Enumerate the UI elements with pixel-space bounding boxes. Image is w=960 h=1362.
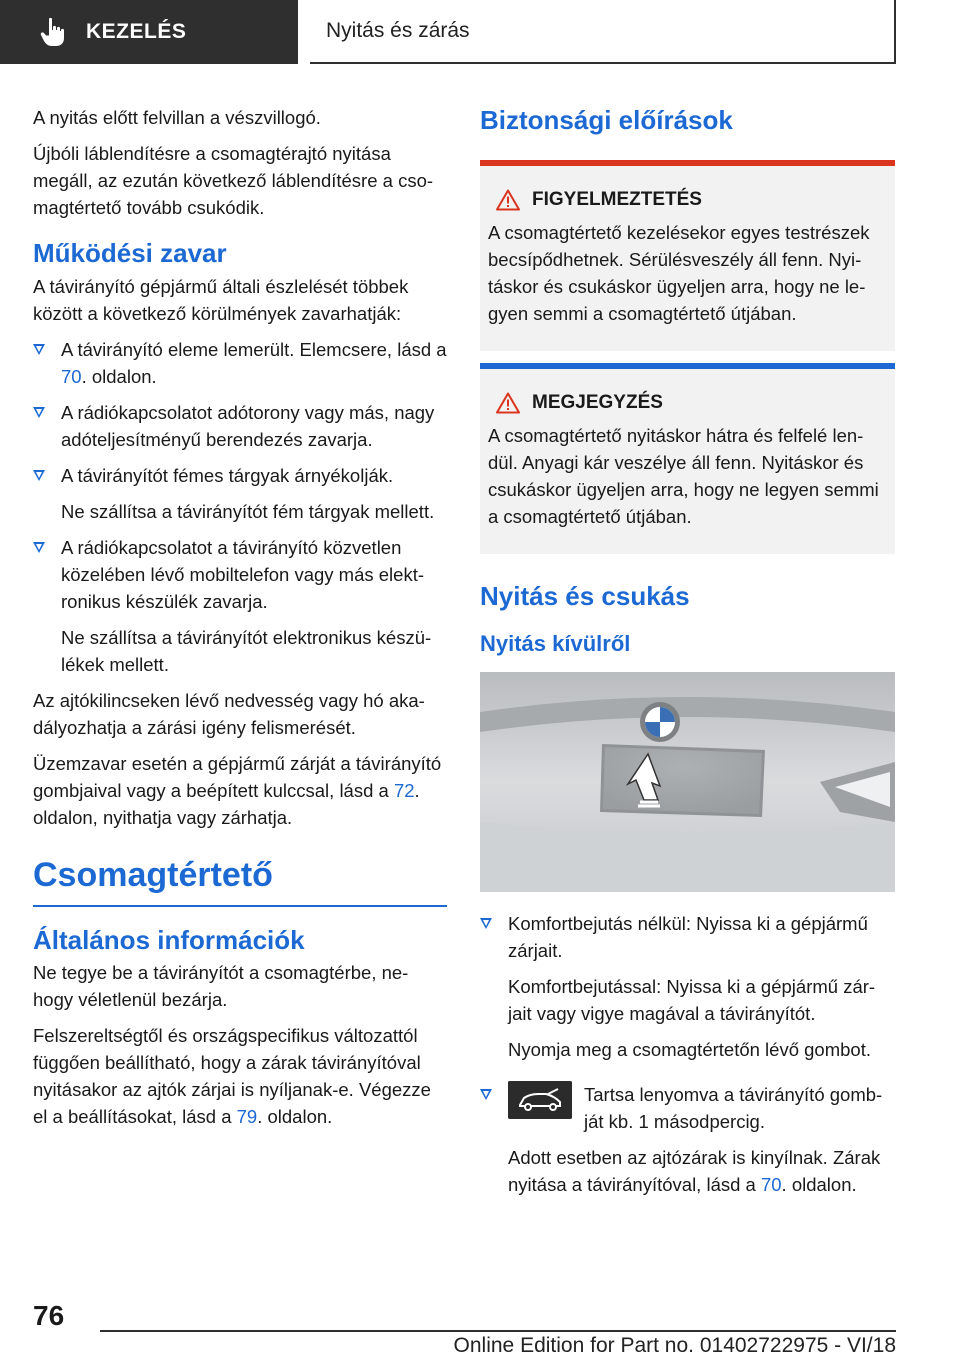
section-title: Nyitás és zárás <box>310 0 896 64</box>
notice-body: A csomagtértető nyitáskor hátra és felfelé len-dül. Anyagi kár veszélye áll fenn. Nyitáskor és csukáskor ügyeljen arra, hogy ne legyen semmi a csomagtértető útjában. <box>488 425 879 527</box>
warning-title: FIGYELMEZTETÉS <box>488 186 887 213</box>
list-item-text: . oldalon. <box>81 366 157 387</box>
page-number: 76 <box>33 1300 65 1331</box>
list-item-text: Tartsa lenyomva a távirányító gomb-ját kb. 1 másodpercig. <box>584 1084 883 1132</box>
left-column <box>33 104 447 1139</box>
footer-rule <box>100 1330 896 1332</box>
list-item <box>33 462 447 525</box>
page-link[interactable]: 72 <box>393 780 415 801</box>
chapter-tab <box>0 0 298 64</box>
trunk-button-icon <box>508 1081 572 1119</box>
key-instruction <box>508 1081 895 1135</box>
right-column <box>480 104 895 1207</box>
malfunction-list <box>33 336 447 678</box>
triangle-bullet-icon <box>33 542 45 553</box>
heading-malfunction: Működési zavar <box>33 238 227 268</box>
heading-trunk: Csomagtértető <box>33 856 273 894</box>
list-item <box>33 534 447 678</box>
heading-safety: Biztonsági előírások <box>480 105 733 135</box>
list-item-subtext: Nyomja meg a csomagtértetőn lévő gombot. <box>508 1039 871 1060</box>
edition-footer: Online Edition for Part no. 01402722975 - VI/18 <box>453 1334 896 1357</box>
list-item-text: A távirányító eleme lemerült. Elemcsere, lásd a <box>61 339 447 360</box>
list-item-text: A rádiókapcsolatot a távirányító közvetlen közelében lévő mobiltelefon vagy más elekt-ronikus készülék zavarja. <box>61 537 424 612</box>
hand-pointer-icon <box>40 17 66 47</box>
list-item-subtext: Ne szállítsa a távirányítót fém tárgyak mellett. <box>61 501 435 522</box>
warning-box <box>480 160 895 351</box>
list-item <box>33 399 447 453</box>
list-item <box>480 1081 895 1198</box>
list-item-text: A távirányítót fémes tárgyak árnyékolják. <box>61 465 394 486</box>
notice-box <box>480 363 895 554</box>
heading-general: Általános információk <box>33 925 305 955</box>
chapter-label: KEZELÉS <box>86 20 187 43</box>
list-item-text: A rádiókapcsolatot adótorony vagy más, nagy adóteljesítményű berendezés zavarja. <box>61 402 435 450</box>
paragraph: A nyitás előtt felvillan a vészvillogó. <box>33 107 321 128</box>
list-item <box>480 910 895 1063</box>
warning-triangle-icon <box>496 392 520 414</box>
heading-rule <box>33 905 447 907</box>
list-item-subtext: Komfortbejutással: Nyissa ki a gépjármű zár-jait vagy vigye magával a távirányítót. <box>508 976 876 1024</box>
list-item <box>33 336 447 390</box>
warning-triangle-icon <box>496 189 520 211</box>
triangle-bullet-icon <box>33 344 45 355</box>
paragraph: Felszereltségtől és országspecifikus változattól függően beállítható, hogy a zárak távirányítóval nyitásakor az ajtók zárjai is nyíljanak-e. Végezze el a beállításokat, lásd a 79. oldalon. <box>33 1025 431 1127</box>
paragraph: Ne tegye be a távirányítót a csomagtérbe, ne-hogy véletlenül bezárja. <box>33 962 409 1010</box>
opening-steps-list <box>480 910 895 1198</box>
paragraph: A távirányító gépjármű általi észlelését többek között a következő körülmények zavarhatják: <box>33 276 409 324</box>
triangle-bullet-icon <box>33 470 45 481</box>
list-item-subtext: Ne szállítsa a távirányítót elektronikus készü-lékek mellett. <box>61 627 432 675</box>
paragraph: Üzemzavar esetén a gépjármű zárját a távirányító gombjaival vagy a beépített kulccsal, lásd a 72. oldalon, nyithatja vagy zárhatja. <box>33 753 442 828</box>
heading-open-outside: Nyitás kívülről <box>480 631 631 656</box>
heading-open-close: Nyitás és csukás <box>480 581 690 611</box>
triangle-bullet-icon <box>33 407 45 418</box>
page-link[interactable]: 70 <box>61 366 82 387</box>
trunk-illustration <box>480 672 895 892</box>
paragraph: Az ajtókilincseken lévő nedvesség vagy hó aka-dályozhatja a zárási igény felismerését. <box>33 690 425 738</box>
warning-body: A csomagtértető kezelésekor egyes testrészek becsípődhetnek. Sérülésveszély áll fenn. Nyi-táskor és csukáskor ügyeljen arra, hogy ne le-gyen semmi a csomagtértető útjában. <box>488 222 870 324</box>
triangle-bullet-icon <box>480 1089 492 1100</box>
paragraph: Újbóli láblendítésre a csomagtérajtó nyitása megáll, az ezután következő láblendítésre a cso-magtértető tovább csukódik. <box>33 143 434 218</box>
page-link[interactable]: 79 <box>236 1106 258 1127</box>
page-link[interactable]: 70 <box>760 1174 782 1195</box>
list-item-text: Komfortbejutás nélkül: Nyissa ki a gépjármű zárjait. <box>508 913 868 961</box>
list-item-subtext: Adott esetben az ajtózárak is kinyílnak. Zárak nyitása a távirányítóval, lásd a 70. oldalon. <box>508 1147 881 1195</box>
notice-title: MEGJEGYZÉS <box>488 389 887 416</box>
triangle-bullet-icon <box>480 918 492 929</box>
